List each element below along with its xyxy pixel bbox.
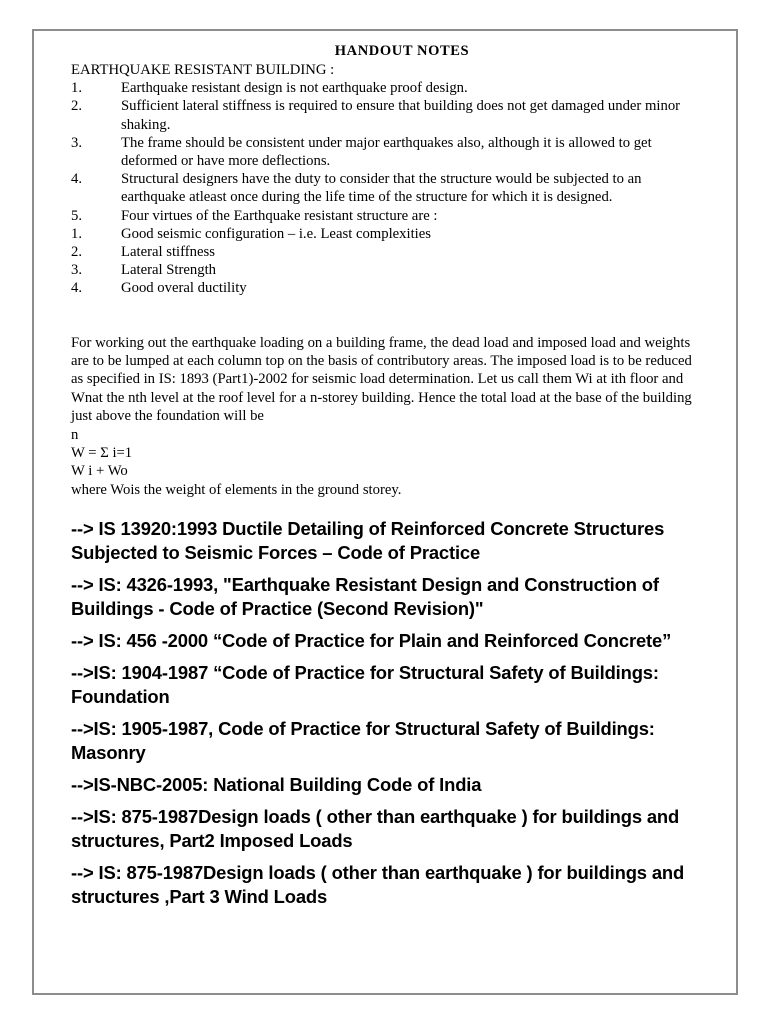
list-item	[71, 207, 703, 225]
formula-line: W i + Wo	[71, 463, 128, 480]
list-item	[71, 243, 703, 261]
formula-line: n	[71, 426, 79, 443]
list-item	[71, 170, 703, 206]
virtues-numbered-list	[71, 225, 703, 298]
list-item-text: The frame should be consistent under major earthquakes also, although it is allowed to get deformed or have more deflections.	[121, 134, 652, 170]
list-item	[71, 279, 703, 297]
reference-item: -->IS: 1905-1987, Code of Practice for Structural Safety of Buildings: Masonry	[71, 718, 655, 763]
reference-item: -->IS: 875-1987Design loads ( other than earthquake ) for buildings and structures, Part2 Imposed Loads	[71, 806, 680, 851]
list-item-number: 1.	[71, 225, 83, 242]
list-item-number: 3.	[71, 262, 83, 279]
page-title: HANDOUT NOTES	[334, 43, 470, 59]
list-item-number: 4.	[71, 171, 83, 188]
list-item-number: 3.	[71, 134, 83, 151]
list-item-number: 4.	[71, 280, 83, 297]
formula-line: where Wois the weight of elements in the ground storey.	[71, 481, 402, 498]
reference-item: --> IS: 4326-1993, "Earthquake Resistant Design and Construction of Buildings - Code of Practice (Second Revision)"	[71, 574, 659, 619]
main-numbered-list	[71, 79, 703, 225]
document-content	[71, 43, 703, 908]
formula-block	[71, 426, 703, 500]
reference-list	[71, 517, 711, 908]
list-item-text: Structural designers have the duty to consider that the structure would be subjected to an earthquake atleast once during the life time of the structure for which it is designed.	[121, 171, 642, 206]
list-item-number: 2.	[71, 98, 83, 115]
formula-line: W = Σ i=1	[71, 445, 133, 462]
reference-item: --> IS: 456 -2000 “Code of Practice for Plain and Reinforced Concrete”	[71, 629, 672, 651]
list-item	[71, 97, 703, 133]
document-page	[32, 29, 738, 995]
paragraph-spacer	[71, 298, 703, 334]
list-item-text: Good seismic configuration – i.e. Least complexities	[121, 225, 431, 242]
list-item-text: Good overal ductility	[121, 280, 247, 297]
list-item-text: Four virtues of the Earthquake resistant structure are :	[121, 207, 438, 224]
list-item	[71, 79, 703, 97]
reference-item: -->IS-NBC-2005: National Building Code of India	[71, 773, 482, 795]
list-item-number: 5.	[71, 207, 83, 224]
list-item	[71, 134, 703, 170]
body-paragraph: For working out the earthquake loading on a building frame, the dead load and imposed load and weights are to be lumped at each column top on the basis of contributory areas. The imposed load is to be reduced as specified in IS: 1893 (Part1)-2002 for seismic load determination. Let us call them Wi at ith floor and Wnat the nth level at the roof level for a n-storey building. Hence the total load at the base of the building just above the foundation will be	[71, 334, 692, 425]
reference-item: --> IS: 875-1987Design loads ( other than earthquake ) for buildings and structures ,Part 3 Wind Loads	[71, 862, 685, 907]
list-item-text: Sufficient lateral stiffness is required to ensure that building does not get damaged under minor shaking.	[121, 98, 681, 133]
list-item-text: Lateral Strength	[121, 262, 217, 279]
list-item-text: Lateral stiffness	[121, 244, 215, 261]
list-item	[71, 261, 703, 279]
list-item-number: 1.	[71, 80, 83, 97]
list-item-number: 2.	[71, 244, 83, 261]
section-heading: EARTHQUAKE RESISTANT BUILDING :	[71, 62, 335, 78]
list-item-text: Earthquake resistant design is not earthquake proof design.	[121, 80, 468, 97]
reference-item: --> IS 13920:1993 Ductile Detailing of Reinforced Concrete Structures Subjected to Seismic Forces – Code of Practice	[71, 518, 665, 563]
reference-item: -->IS: 1904-1987 “Code of Practice for Structural Safety of Buildings: Foundation	[71, 662, 659, 707]
list-item	[71, 225, 703, 243]
